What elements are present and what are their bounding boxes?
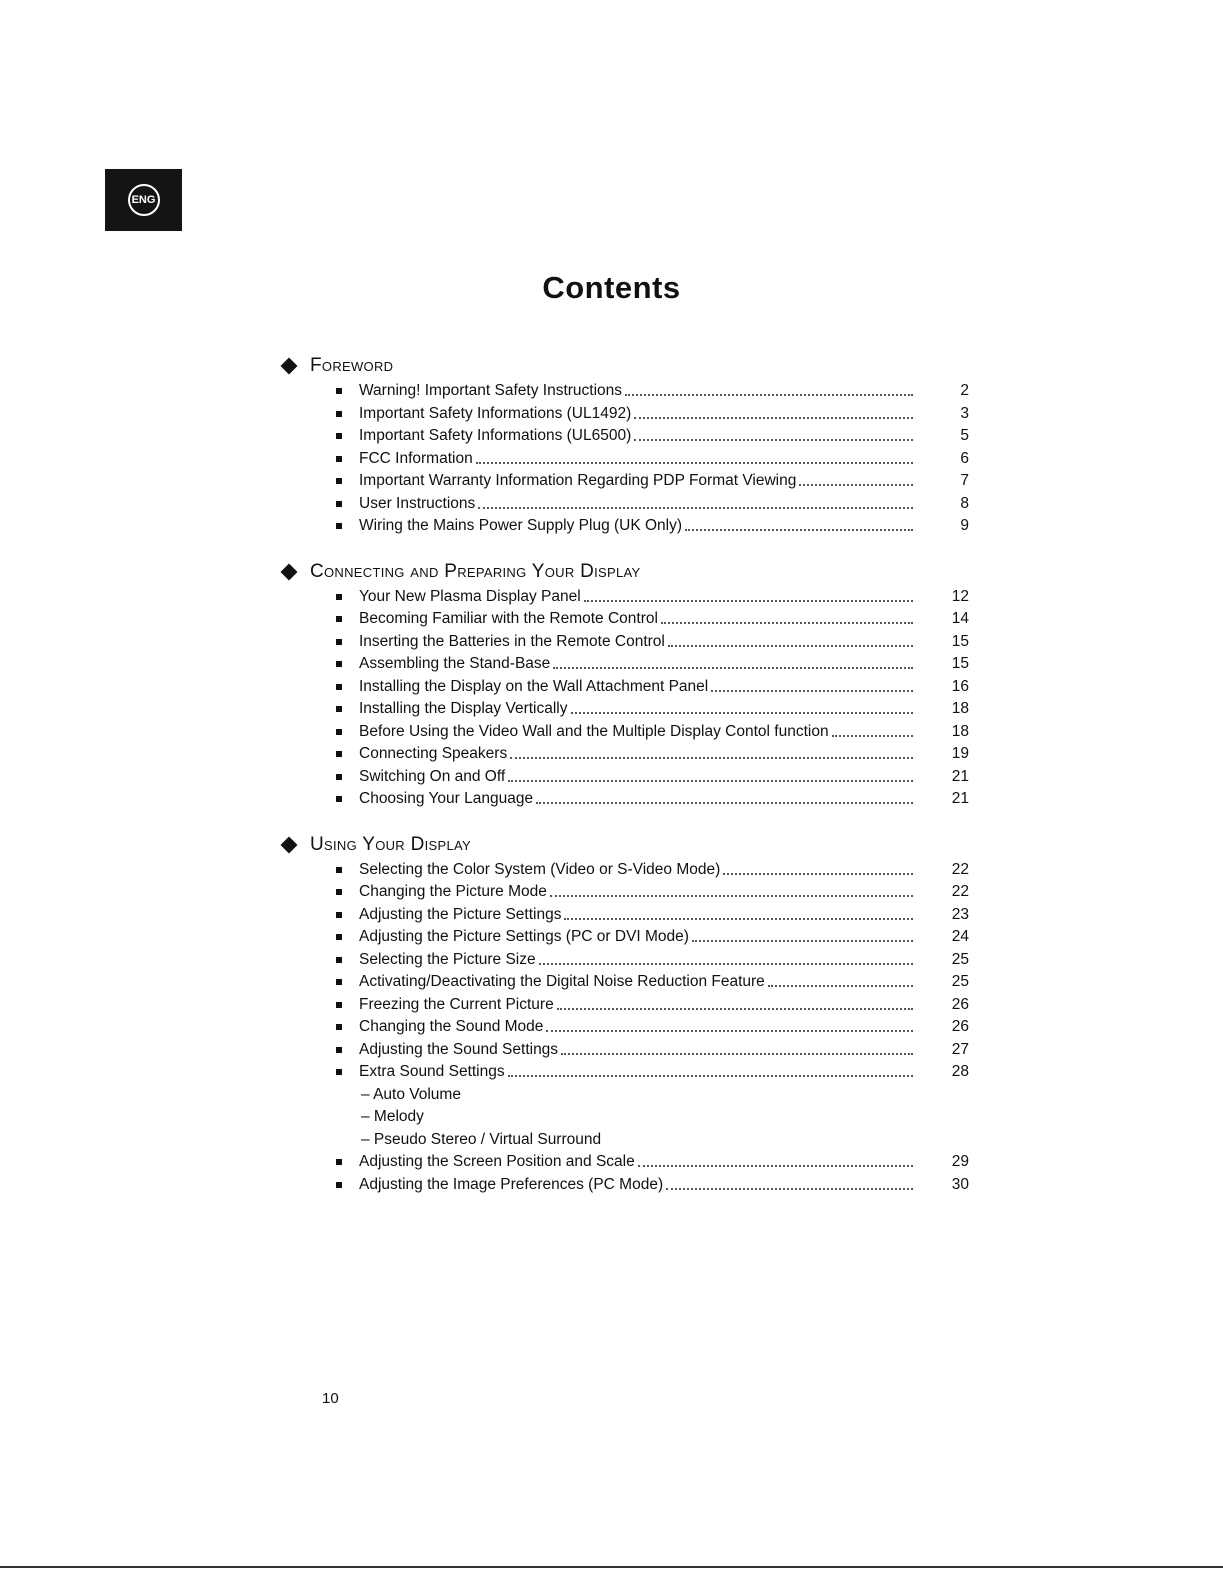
entry-leader xyxy=(359,470,915,492)
subitem-label: – Auto Volume xyxy=(361,1085,461,1103)
entry-leader xyxy=(359,586,915,608)
toc-entry xyxy=(281,1151,981,1174)
entry-leader xyxy=(359,721,915,743)
square-bullet-icon xyxy=(336,661,342,667)
entry-label: Assembling the Stand-Base xyxy=(359,655,551,672)
square-bullet-icon xyxy=(336,889,342,895)
toc-entry xyxy=(281,1061,981,1084)
entry-page-number: 21 xyxy=(951,790,969,807)
toc-entry xyxy=(281,1039,981,1062)
entry-leader xyxy=(359,1039,915,1061)
entry-leader xyxy=(359,515,915,537)
entry-page-number: 25 xyxy=(951,973,969,990)
toc-entry xyxy=(281,380,981,403)
page-title: Contents xyxy=(542,270,681,305)
entry-leader xyxy=(359,994,915,1016)
entry-leader xyxy=(359,653,915,675)
toc-section xyxy=(281,831,981,1197)
entry-page-number: 26 xyxy=(951,995,969,1013)
toc-entry xyxy=(281,904,981,927)
page-number: 10 xyxy=(322,1390,339,1407)
square-bullet-icon xyxy=(336,979,342,985)
entry-leader xyxy=(359,698,915,720)
entry-page-number: 3 xyxy=(960,404,969,422)
entry-page-number: 16 xyxy=(951,677,969,695)
toc-subitem xyxy=(281,1106,981,1129)
entry-leader xyxy=(359,788,915,810)
square-bullet-icon xyxy=(336,1047,342,1053)
square-bullet-icon xyxy=(336,501,342,507)
square-bullet-icon xyxy=(336,1182,342,1188)
dot-leader xyxy=(666,1188,913,1190)
dot-leader xyxy=(561,1053,913,1055)
dot-leader xyxy=(510,757,913,759)
toc-section xyxy=(281,558,981,811)
toc-entry xyxy=(281,766,981,789)
entry-page-number: 27 xyxy=(951,1040,969,1058)
dot-leader xyxy=(571,712,914,714)
entry-label: Changing the Sound Mode xyxy=(359,1018,544,1035)
dot-leader xyxy=(557,1008,913,1010)
entry-leader xyxy=(359,949,915,971)
entry-page-number: 12 xyxy=(951,587,969,605)
dot-leader xyxy=(508,1075,913,1077)
entry-label: Choosing Your Language xyxy=(359,790,534,807)
entry-label: User Instructions xyxy=(359,494,476,512)
square-bullet-icon xyxy=(336,616,342,622)
toc-entry xyxy=(281,994,981,1017)
entry-label: Freezing the Current Picture xyxy=(359,995,554,1013)
entry-label: Important Safety Informations (UL6500) xyxy=(359,427,632,444)
entry-leader xyxy=(359,1174,915,1196)
entry-page-number: 24 xyxy=(951,928,969,945)
dot-leader xyxy=(536,802,913,804)
entry-label: Warning! Important Safety Instructions xyxy=(359,382,623,399)
dot-leader xyxy=(638,1165,913,1167)
dot-leader xyxy=(723,873,913,875)
diamond-bullet-icon xyxy=(281,836,298,853)
entry-label: Adjusting the Picture Settings (PC or DVI Mode) xyxy=(359,928,689,945)
dot-leader xyxy=(832,735,913,737)
language-badge xyxy=(105,169,182,231)
square-bullet-icon xyxy=(336,411,342,417)
entry-leader xyxy=(359,904,915,926)
entry-page-number: 15 xyxy=(951,655,969,672)
section-title: Foreword xyxy=(310,355,394,376)
entry-label: FCC Information xyxy=(359,449,473,467)
toc-entry xyxy=(281,631,981,654)
entry-label: Adjusting the Image Preferences (PC Mode) xyxy=(359,1175,664,1193)
toc-entry xyxy=(281,859,981,882)
toc-entry xyxy=(281,881,981,904)
dot-leader xyxy=(685,529,913,531)
dot-leader xyxy=(476,462,913,464)
dot-leader xyxy=(634,417,913,419)
entry-leader xyxy=(359,403,915,425)
entry-label: Adjusting the Screen Position and Scale xyxy=(359,1153,635,1170)
entry-leader xyxy=(359,608,915,630)
entry-page-number: 18 xyxy=(951,700,969,717)
toc-subitem xyxy=(281,1084,981,1107)
entry-page-number: 7 xyxy=(960,472,969,489)
toc-entry xyxy=(281,949,981,972)
dot-leader xyxy=(668,645,913,647)
entry-leader xyxy=(359,881,915,903)
square-bullet-icon xyxy=(336,639,342,645)
bottom-rule xyxy=(0,1566,1223,1568)
square-bullet-icon xyxy=(336,1002,342,1008)
toc-entry xyxy=(281,743,981,766)
entry-page-number: 28 xyxy=(951,1063,969,1080)
square-bullet-icon xyxy=(336,456,342,462)
entry-label: Installing the Display Vertically xyxy=(359,700,568,717)
entry-leader xyxy=(359,971,915,993)
entry-label: Adjusting the Sound Settings xyxy=(359,1040,559,1058)
section-heading xyxy=(281,352,981,380)
toc-entry xyxy=(281,721,981,744)
entry-label: Connecting Speakers xyxy=(359,745,508,762)
toc-subitem xyxy=(281,1129,981,1152)
dot-leader xyxy=(661,622,913,624)
entry-label: Switching On and Off xyxy=(359,767,506,785)
entry-page-number: 21 xyxy=(951,767,969,785)
entry-leader xyxy=(359,676,915,698)
square-bullet-icon xyxy=(336,912,342,918)
diamond-bullet-icon xyxy=(281,563,298,580)
square-bullet-icon xyxy=(336,796,342,802)
square-bullet-icon xyxy=(336,684,342,690)
entry-leader xyxy=(359,926,915,948)
entry-label: Becoming Familiar with the Remote Control xyxy=(359,610,658,627)
section-heading xyxy=(281,558,981,586)
entry-label: Inserting the Batteries in the Remote Control xyxy=(359,632,665,650)
entry-leader xyxy=(359,448,915,470)
square-bullet-icon xyxy=(336,1069,342,1075)
entry-label: Important Warranty Information Regarding PDP Format Viewing xyxy=(359,472,797,489)
entry-leader xyxy=(359,380,915,402)
entry-label: Changing the Picture Mode xyxy=(359,883,547,900)
entry-page-number: 19 xyxy=(951,745,969,762)
entry-page-number: 23 xyxy=(951,905,969,923)
entry-page-number: 14 xyxy=(951,610,969,627)
entry-page-number: 29 xyxy=(951,1153,969,1170)
square-bullet-icon xyxy=(336,867,342,873)
dot-leader xyxy=(553,667,913,669)
square-bullet-icon xyxy=(336,1024,342,1030)
toc-entry xyxy=(281,698,981,721)
entry-page-number: 15 xyxy=(951,632,969,650)
toc-entry xyxy=(281,1016,981,1039)
entry-label: Installing the Display on the Wall Attachment Panel xyxy=(359,677,709,695)
entry-leader xyxy=(359,493,915,515)
dot-leader xyxy=(539,963,913,965)
dot-leader xyxy=(584,600,913,602)
dot-leader xyxy=(692,940,913,942)
entry-label: Selecting the Color System (Video or S-Video Mode) xyxy=(359,860,721,878)
dot-leader xyxy=(546,1030,913,1032)
toc-entry xyxy=(281,971,981,994)
entry-leader xyxy=(359,425,915,447)
square-bullet-icon xyxy=(336,478,342,484)
entry-leader xyxy=(359,631,915,653)
entry-page-number: 5 xyxy=(960,427,969,444)
toc-entry xyxy=(281,788,981,811)
toc-entry xyxy=(281,586,981,609)
entry-label: Adjusting the Picture Settings xyxy=(359,905,562,923)
toc-section xyxy=(281,352,981,538)
dot-leader xyxy=(550,895,913,897)
toc-entry xyxy=(281,403,981,426)
section-title: Using Your Display xyxy=(310,833,471,855)
dot-leader xyxy=(508,780,913,782)
diamond-bullet-icon xyxy=(281,358,298,375)
entry-page-number: 30 xyxy=(951,1175,969,1193)
square-bullet-icon xyxy=(336,594,342,600)
entry-page-number: 9 xyxy=(960,517,969,534)
toc-entry xyxy=(281,608,981,631)
subitem-label: – Pseudo Stereo / Virtual Surround xyxy=(361,1130,602,1148)
square-bullet-icon xyxy=(336,388,342,394)
square-bullet-icon xyxy=(336,523,342,529)
dot-leader xyxy=(768,985,913,987)
entry-page-number: 8 xyxy=(960,494,969,512)
section-heading xyxy=(281,831,981,859)
entry-leader xyxy=(359,766,915,788)
toc-entry xyxy=(281,676,981,699)
section-title: Connecting and Preparing Your Display xyxy=(310,560,641,582)
entry-label: Wiring the Mains Power Supply Plug (UK Only) xyxy=(359,517,683,534)
square-bullet-icon xyxy=(336,751,342,757)
toc-entry xyxy=(281,515,981,538)
entry-page-number: 2 xyxy=(960,382,969,399)
entry-label: Important Safety Informations (UL1492) xyxy=(359,404,632,422)
square-bullet-icon xyxy=(336,934,342,940)
entry-page-number: 18 xyxy=(951,722,969,740)
entry-label: Extra Sound Settings xyxy=(359,1063,505,1080)
dot-leader xyxy=(478,507,913,509)
toc-entry xyxy=(281,493,981,516)
toc-entry xyxy=(281,926,981,949)
square-bullet-icon xyxy=(336,774,342,780)
toc-entry xyxy=(281,448,981,471)
dot-leader xyxy=(625,394,913,396)
subitem-label: – Melody xyxy=(361,1108,424,1125)
dot-leader xyxy=(564,918,913,920)
square-bullet-icon xyxy=(336,729,342,735)
dot-leader xyxy=(799,484,913,486)
entry-label: Selecting the Picture Size xyxy=(359,950,536,968)
entry-leader xyxy=(359,859,915,881)
entry-page-number: 22 xyxy=(951,883,969,900)
entry-page-number: 6 xyxy=(960,449,969,467)
entry-leader xyxy=(359,1151,915,1173)
toc-entry xyxy=(281,653,981,676)
toc-entry xyxy=(281,470,981,493)
entry-label: Activating/Deactivating the Digital Noise Reduction Feature xyxy=(359,973,765,990)
language-badge-label: ENG xyxy=(128,184,160,216)
square-bullet-icon xyxy=(336,957,342,963)
entry-label: Before Using the Video Wall and the Multiple Display Contol function xyxy=(359,722,829,740)
entry-page-number: 26 xyxy=(951,1018,969,1035)
entry-page-number: 22 xyxy=(951,860,969,878)
toc-entry xyxy=(281,1174,981,1197)
dot-leader xyxy=(711,690,913,692)
square-bullet-icon xyxy=(336,706,342,712)
entry-page-number: 25 xyxy=(951,950,969,968)
dot-leader xyxy=(634,439,913,441)
toc-entry xyxy=(281,425,981,448)
entry-leader xyxy=(359,1016,915,1038)
table-of-contents xyxy=(281,352,981,1216)
square-bullet-icon xyxy=(336,1159,342,1165)
entry-label: Your New Plasma Display Panel xyxy=(359,587,581,605)
square-bullet-icon xyxy=(336,433,342,439)
entry-leader xyxy=(359,1061,915,1083)
entry-leader xyxy=(359,743,915,765)
